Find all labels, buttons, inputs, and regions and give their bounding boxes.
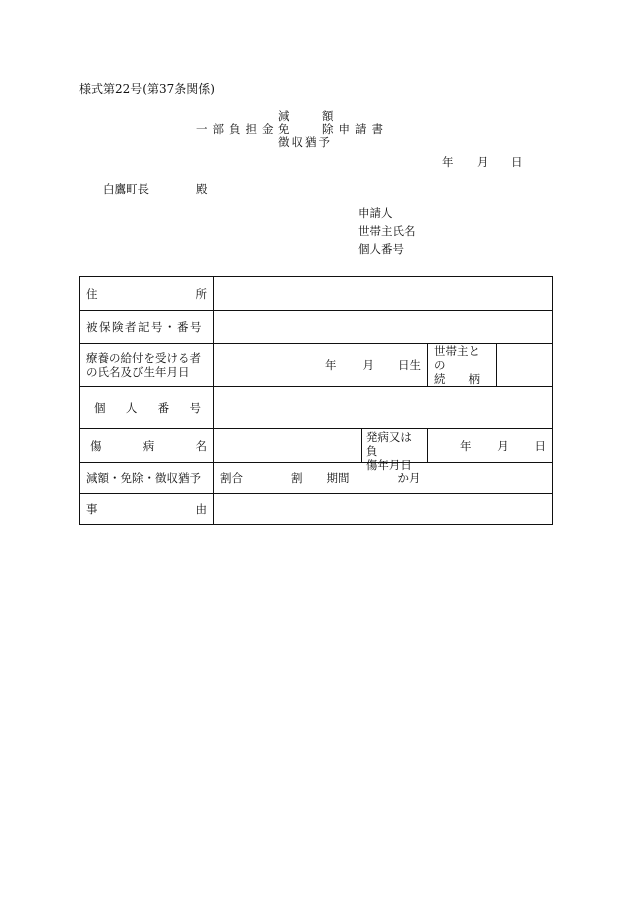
onset-day-label: 日 bbox=[534, 438, 546, 453]
address-label-cell bbox=[80, 277, 214, 311]
personal-number-label: 個人番号 bbox=[358, 242, 404, 256]
row-disease bbox=[80, 429, 553, 463]
reduction-label bbox=[80, 463, 214, 494]
row-reason bbox=[80, 494, 553, 525]
applicant-label: 申請人 bbox=[358, 206, 393, 220]
date-day: 日 bbox=[511, 155, 523, 169]
addressee-honorific: 殿 bbox=[196, 182, 208, 196]
birth-month-label: 月 bbox=[362, 358, 374, 372]
reason-field[interactable] bbox=[214, 494, 553, 525]
relation-label-line2: 続 柄 bbox=[434, 372, 480, 386]
period-unit: か月 bbox=[397, 471, 421, 485]
recipient-name-birth-field[interactable] bbox=[214, 344, 428, 387]
title-option-reduction-2: 額 bbox=[322, 109, 334, 123]
reduction-label-text: 減額・免除・徴収猶予 bbox=[86, 471, 201, 485]
ratio-label: 割合 bbox=[220, 471, 243, 485]
recipient-label bbox=[80, 344, 214, 387]
row-address bbox=[80, 277, 553, 311]
address-field[interactable] bbox=[214, 277, 553, 311]
address-label-2: 所 bbox=[195, 286, 207, 301]
title-option-exemption: 免 bbox=[278, 122, 290, 136]
row-insured-number bbox=[80, 311, 553, 344]
disease-label: 傷 病 名 bbox=[80, 429, 214, 463]
addressee-name: 白鷹町長 bbox=[103, 182, 149, 196]
ratio-unit: 割 bbox=[291, 471, 303, 485]
title-option-postponement: 徴収猶予 bbox=[278, 135, 332, 149]
insured-number-label bbox=[80, 311, 214, 344]
title-prefix: 一部負担金 bbox=[196, 122, 279, 136]
application-table bbox=[79, 276, 553, 525]
recipient-label-line1: 療養の給付を受ける者 bbox=[86, 351, 201, 365]
row-personal-number bbox=[80, 387, 553, 429]
onset-date-field[interactable] bbox=[428, 429, 553, 463]
onset-label-line1: 発病又は負 bbox=[365, 430, 412, 458]
relation-label-line1: 世帯主との bbox=[434, 344, 480, 372]
relation-field[interactable] bbox=[497, 344, 553, 387]
birth-day-label: 日生 bbox=[398, 358, 421, 372]
insured-number-field[interactable] bbox=[214, 311, 553, 344]
onset-month-label: 月 bbox=[497, 438, 509, 453]
recipient-label-line2: の氏名及び生年月日 bbox=[86, 365, 190, 379]
date-year: 年 bbox=[442, 155, 454, 169]
reason-label: 事 由 bbox=[80, 494, 214, 525]
onset-label-line2: 傷年月日 bbox=[365, 458, 412, 472]
personal-number-field[interactable] bbox=[214, 387, 553, 429]
birth-year-label: 年 bbox=[325, 358, 337, 372]
date-month: 月 bbox=[477, 155, 489, 169]
disease-field[interactable] bbox=[214, 429, 428, 472]
title-suffix: 除申請書 bbox=[322, 122, 388, 136]
relation-label bbox=[428, 344, 497, 387]
row-recipient bbox=[80, 344, 553, 387]
address-label-1: 住 bbox=[86, 286, 98, 301]
household-head-name-label: 世帯主氏名 bbox=[358, 224, 416, 238]
form-reference: 様式第22号(第37条関係) bbox=[79, 82, 215, 96]
insured-number-label-text: 被保険者記号・番号 bbox=[86, 320, 203, 334]
title-option-reduction-1: 減 bbox=[278, 109, 290, 123]
period-label: 期間 bbox=[326, 471, 350, 485]
onset-year-label: 年 bbox=[460, 438, 472, 453]
row-reduction bbox=[80, 463, 553, 494]
personal-number-table-label: 個 人 番 号 bbox=[80, 387, 214, 429]
